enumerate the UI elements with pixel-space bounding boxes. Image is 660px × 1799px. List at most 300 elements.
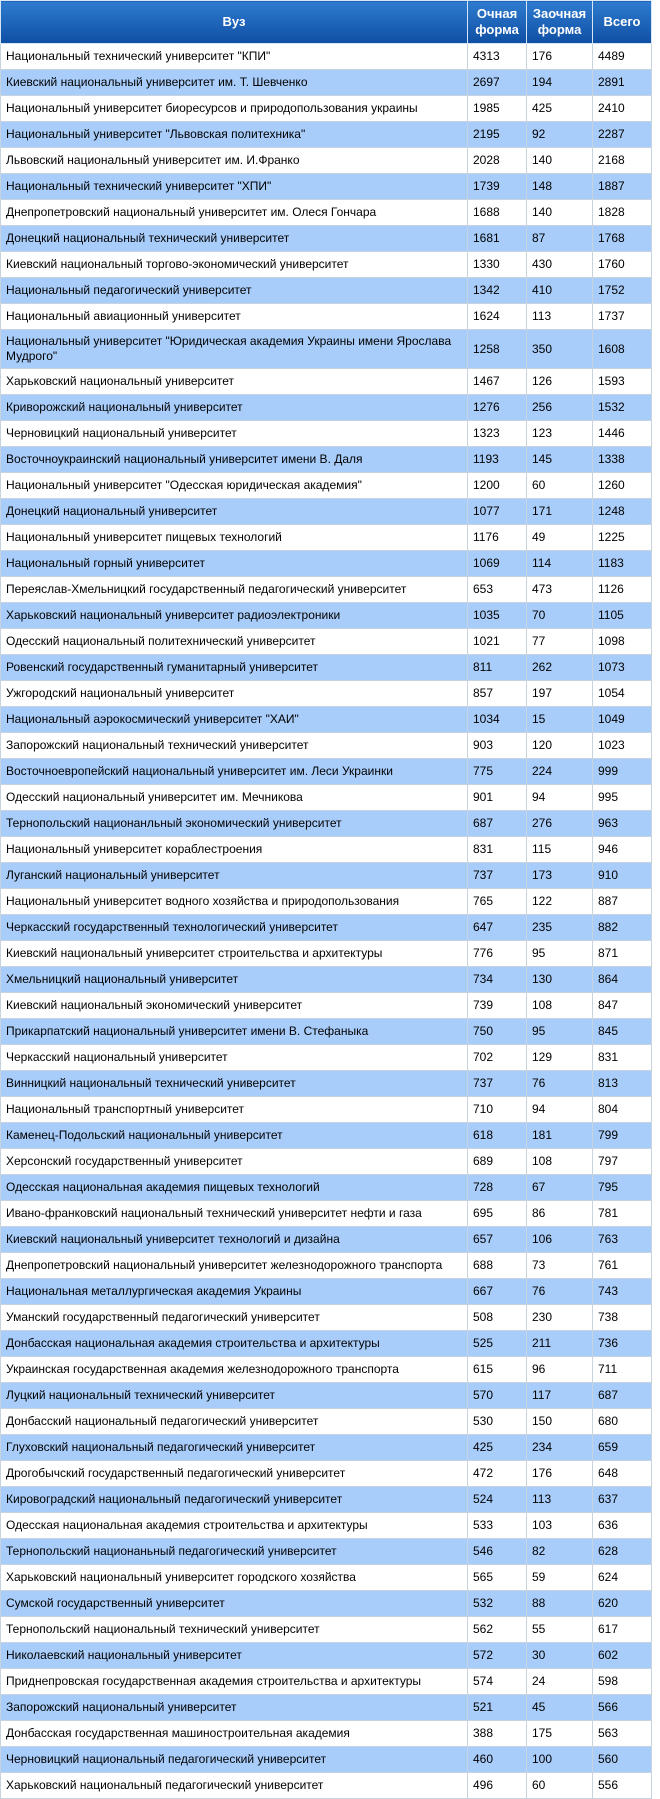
- full-time-cell: 1077: [468, 499, 527, 525]
- table-row: [1, 44, 652, 70]
- university-name-cell: Национальный авиационный университет: [1, 304, 468, 330]
- full-time-cell: 388: [468, 1721, 527, 1747]
- table-row: [1, 447, 652, 473]
- extramural-cell: 120: [527, 733, 593, 759]
- extramural-cell: 122: [527, 889, 593, 915]
- university-name-cell: Национальный университет пищевых технологий: [1, 525, 468, 551]
- extramural-cell: 224: [527, 759, 593, 785]
- table-row: [1, 1253, 652, 1279]
- extramural-cell: 60: [527, 1773, 593, 1799]
- university-name-cell: Луцкий национальный технический университет: [1, 1383, 468, 1409]
- full-time-cell: 901: [468, 785, 527, 811]
- extramural-cell: 430: [527, 252, 593, 278]
- university-name-cell: Запорожский национальный технический университет: [1, 733, 468, 759]
- full-time-cell: 695: [468, 1201, 527, 1227]
- university-name-cell: Национальный университет водного хозяйства и природопользования: [1, 889, 468, 915]
- full-time-cell: 657: [468, 1227, 527, 1253]
- full-time-cell: 2697: [468, 70, 527, 96]
- table-row: [1, 122, 652, 148]
- extramural-cell: 95: [527, 941, 593, 967]
- university-name-cell: Национальный педагогический университет: [1, 278, 468, 304]
- university-name-cell: Глуховский национальный педагогический университет: [1, 1435, 468, 1461]
- total-cell: 910: [593, 863, 652, 889]
- full-time-cell: 667: [468, 1279, 527, 1305]
- table-row: [1, 1019, 652, 1045]
- table-row: [1, 330, 652, 369]
- university-name-cell: Донецкий национальный университет: [1, 499, 468, 525]
- total-cell: 882: [593, 915, 652, 941]
- total-cell: 1183: [593, 551, 652, 577]
- university-name-cell: Донбасская национальная академия строительства и архитектуры: [1, 1331, 468, 1357]
- university-name-cell: Николаевский национальный университет: [1, 1643, 468, 1669]
- table-row: [1, 863, 652, 889]
- table-row: [1, 421, 652, 447]
- table-row: [1, 603, 652, 629]
- extramural-cell: 115: [527, 837, 593, 863]
- extramural-cell: 113: [527, 1487, 593, 1513]
- extramural-cell: 103: [527, 1513, 593, 1539]
- extramural-cell: 67: [527, 1175, 593, 1201]
- table-row: [1, 525, 652, 551]
- full-time-cell: 1258: [468, 330, 527, 369]
- extramural-cell: 100: [527, 1747, 593, 1773]
- total-cell: 963: [593, 811, 652, 837]
- extramural-cell: 175: [527, 1721, 593, 1747]
- total-cell: 1593: [593, 369, 652, 395]
- university-name-cell: Прикарпатский национальный университет имени В. Стефаныка: [1, 1019, 468, 1045]
- full-time-cell: 572: [468, 1643, 527, 1669]
- university-name-cell: Национальная металлургическая академия Украины: [1, 1279, 468, 1305]
- total-cell: 4489: [593, 44, 652, 70]
- full-time-cell: 1323: [468, 421, 527, 447]
- full-time-cell: 831: [468, 837, 527, 863]
- total-cell: 1828: [593, 200, 652, 226]
- extramural-cell: 87: [527, 226, 593, 252]
- full-time-cell: 562: [468, 1617, 527, 1643]
- total-cell: 1023: [593, 733, 652, 759]
- table-row: [1, 1383, 652, 1409]
- extramural-cell: 88: [527, 1591, 593, 1617]
- total-cell: 711: [593, 1357, 652, 1383]
- full-time-cell: 737: [468, 863, 527, 889]
- total-cell: 1049: [593, 707, 652, 733]
- table-row: [1, 1513, 652, 1539]
- full-time-cell: 775: [468, 759, 527, 785]
- table-row: [1, 148, 652, 174]
- table-row: [1, 96, 652, 122]
- full-time-cell: 1342: [468, 278, 527, 304]
- university-name-cell: Приднепровская государственная академия строительства и архитектуры: [1, 1669, 468, 1695]
- full-time-cell: 647: [468, 915, 527, 941]
- full-time-cell: 750: [468, 1019, 527, 1045]
- full-time-cell: 702: [468, 1045, 527, 1071]
- university-name-cell: Черкасский национальный университет: [1, 1045, 468, 1071]
- extramural-cell: 140: [527, 148, 593, 174]
- header-full-time: Очная форма: [468, 1, 527, 44]
- total-cell: 1225: [593, 525, 652, 551]
- full-time-cell: 1069: [468, 551, 527, 577]
- table-row: [1, 1123, 652, 1149]
- extramural-cell: 276: [527, 811, 593, 837]
- university-name-cell: Переяслав-Хмельницкий государственный педагогический университет: [1, 577, 468, 603]
- table-row: [1, 1643, 652, 1669]
- total-cell: 617: [593, 1617, 652, 1643]
- extramural-cell: 123: [527, 421, 593, 447]
- total-cell: 624: [593, 1565, 652, 1591]
- extramural-cell: 145: [527, 447, 593, 473]
- table-row: [1, 1149, 652, 1175]
- extramural-cell: 86: [527, 1201, 593, 1227]
- table-row: [1, 252, 652, 278]
- extramural-cell: 256: [527, 395, 593, 421]
- table-row: [1, 1097, 652, 1123]
- table-row: [1, 174, 652, 200]
- total-cell: 1737: [593, 304, 652, 330]
- extramural-cell: 117: [527, 1383, 593, 1409]
- total-cell: 804: [593, 1097, 652, 1123]
- total-cell: 887: [593, 889, 652, 915]
- table-row: [1, 785, 652, 811]
- total-cell: 1105: [593, 603, 652, 629]
- total-cell: 1260: [593, 473, 652, 499]
- total-cell: 999: [593, 759, 652, 785]
- table-row: [1, 1747, 652, 1773]
- university-name-cell: Винницкий национальный технический университет: [1, 1071, 468, 1097]
- total-cell: 2891: [593, 70, 652, 96]
- table-row: [1, 577, 652, 603]
- table-row: [1, 1435, 652, 1461]
- university-name-cell: Харьковский национальный педагогический университет: [1, 1773, 468, 1799]
- full-time-cell: 496: [468, 1773, 527, 1799]
- header-university: Вуз: [1, 1, 468, 44]
- total-cell: 761: [593, 1253, 652, 1279]
- university-name-cell: Дрогобычский государственный педагогический университет: [1, 1461, 468, 1487]
- extramural-cell: 235: [527, 915, 593, 941]
- full-time-cell: 1681: [468, 226, 527, 252]
- university-name-cell: Национальный университет "Львовская политехника": [1, 122, 468, 148]
- university-name-cell: Сумской государственный университет: [1, 1591, 468, 1617]
- full-time-cell: 2028: [468, 148, 527, 174]
- extramural-cell: 30: [527, 1643, 593, 1669]
- table-row: [1, 473, 652, 499]
- table-row: [1, 967, 652, 993]
- full-time-cell: 653: [468, 577, 527, 603]
- full-time-cell: 4313: [468, 44, 527, 70]
- full-time-cell: 1467: [468, 369, 527, 395]
- total-cell: 797: [593, 1149, 652, 1175]
- university-name-cell: Тернопольский национальный технический университет: [1, 1617, 468, 1643]
- table-row: [1, 1357, 652, 1383]
- total-cell: 847: [593, 993, 652, 1019]
- university-name-cell: Черкасский государственный технологический университет: [1, 915, 468, 941]
- table-body: [1, 44, 652, 1799]
- university-name-cell: Днепропетровский национальный университет железнодорожного транспорта: [1, 1253, 468, 1279]
- full-time-cell: 570: [468, 1383, 527, 1409]
- university-name-cell: Одесский национальный политехнический университет: [1, 629, 468, 655]
- extramural-cell: 60: [527, 473, 593, 499]
- total-cell: 1752: [593, 278, 652, 304]
- university-name-cell: Украинская государственная академия железнодорожного транспорта: [1, 1357, 468, 1383]
- full-time-cell: 811: [468, 655, 527, 681]
- total-cell: 1768: [593, 226, 652, 252]
- full-time-cell: 1200: [468, 473, 527, 499]
- table-row: [1, 1305, 652, 1331]
- full-time-cell: 1688: [468, 200, 527, 226]
- table-row: [1, 1591, 652, 1617]
- full-time-cell: 1624: [468, 304, 527, 330]
- full-time-cell: 765: [468, 889, 527, 915]
- total-cell: 620: [593, 1591, 652, 1617]
- extramural-cell: 176: [527, 44, 593, 70]
- full-time-cell: 546: [468, 1539, 527, 1565]
- extramural-cell: 96: [527, 1357, 593, 1383]
- extramural-cell: 176: [527, 1461, 593, 1487]
- total-cell: 845: [593, 1019, 652, 1045]
- extramural-cell: 94: [527, 785, 593, 811]
- full-time-cell: 1330: [468, 252, 527, 278]
- total-cell: 1887: [593, 174, 652, 200]
- table-row: [1, 369, 652, 395]
- extramural-cell: 95: [527, 1019, 593, 1045]
- university-name-cell: Львовский национальный университет им. И.Франко: [1, 148, 468, 174]
- full-time-cell: 776: [468, 941, 527, 967]
- extramural-cell: 76: [527, 1071, 593, 1097]
- table-row: [1, 1487, 652, 1513]
- total-cell: 738: [593, 1305, 652, 1331]
- full-time-cell: 532: [468, 1591, 527, 1617]
- university-name-cell: Черновицкий национальный университет: [1, 421, 468, 447]
- extramural-cell: 473: [527, 577, 593, 603]
- table-row: [1, 1669, 652, 1695]
- table-row: [1, 629, 652, 655]
- table-row: [1, 1279, 652, 1305]
- extramural-cell: 181: [527, 1123, 593, 1149]
- full-time-cell: 525: [468, 1331, 527, 1357]
- extramural-cell: 76: [527, 1279, 593, 1305]
- university-name-cell: Донбасская государственная машиностроительная академия: [1, 1721, 468, 1747]
- extramural-cell: 113: [527, 304, 593, 330]
- full-time-cell: 688: [468, 1253, 527, 1279]
- university-name-cell: Восточноевропейский национальный университет им. Леси Украинки: [1, 759, 468, 785]
- header-row: [1, 1, 652, 44]
- university-name-cell: Киевский национальный торгово-экономический университет: [1, 252, 468, 278]
- full-time-cell: 1739: [468, 174, 527, 200]
- extramural-cell: 171: [527, 499, 593, 525]
- full-time-cell: 1035: [468, 603, 527, 629]
- university-name-cell: Кировоградский национальный педагогический университет: [1, 1487, 468, 1513]
- university-name-cell: Одесская национальная академия строительства и архитектуры: [1, 1513, 468, 1539]
- extramural-cell: 82: [527, 1539, 593, 1565]
- full-time-cell: 533: [468, 1513, 527, 1539]
- university-name-cell: Национальный университет биоресурсов и природопользования украины: [1, 96, 468, 122]
- total-cell: 1054: [593, 681, 652, 707]
- extramural-cell: 150: [527, 1409, 593, 1435]
- extramural-cell: 262: [527, 655, 593, 681]
- total-cell: 946: [593, 837, 652, 863]
- table-row: [1, 759, 652, 785]
- full-time-cell: 857: [468, 681, 527, 707]
- extramural-cell: 197: [527, 681, 593, 707]
- table-row: [1, 915, 652, 941]
- total-cell: 995: [593, 785, 652, 811]
- extramural-cell: 106: [527, 1227, 593, 1253]
- total-cell: 2168: [593, 148, 652, 174]
- total-cell: 602: [593, 1643, 652, 1669]
- full-time-cell: 524: [468, 1487, 527, 1513]
- total-cell: 2410: [593, 96, 652, 122]
- university-name-cell: Тернопольский национаньный педагогический университет: [1, 1539, 468, 1565]
- total-cell: 1098: [593, 629, 652, 655]
- extramural-cell: 24: [527, 1669, 593, 1695]
- full-time-cell: 565: [468, 1565, 527, 1591]
- full-time-cell: 530: [468, 1409, 527, 1435]
- total-cell: 795: [593, 1175, 652, 1201]
- university-name-cell: Одесский национальный университет им. Мечникова: [1, 785, 468, 811]
- table-row: [1, 304, 652, 330]
- full-time-cell: 508: [468, 1305, 527, 1331]
- total-cell: 560: [593, 1747, 652, 1773]
- total-cell: 598: [593, 1669, 652, 1695]
- total-cell: 1338: [593, 447, 652, 473]
- university-name-cell: Донбасский национальный педагогический университет: [1, 1409, 468, 1435]
- total-cell: 659: [593, 1435, 652, 1461]
- total-cell: 736: [593, 1331, 652, 1357]
- university-name-cell: Восточноукраинский национальный университет имени В. Даля: [1, 447, 468, 473]
- total-cell: 1608: [593, 330, 652, 369]
- total-cell: 2287: [593, 122, 652, 148]
- university-name-cell: Национальный университет "Юридическая академия Украины имени Ярослава Мудрого": [1, 330, 468, 369]
- university-name-cell: Национальный транспортный университет: [1, 1097, 468, 1123]
- full-time-cell: 734: [468, 967, 527, 993]
- extramural-cell: 148: [527, 174, 593, 200]
- extramural-cell: 425: [527, 96, 593, 122]
- university-name-cell: Днепропетровский национальный университет им. Олеся Гончара: [1, 200, 468, 226]
- table-row: [1, 499, 652, 525]
- university-name-cell: Ужгородский национальный университет: [1, 681, 468, 707]
- full-time-cell: 615: [468, 1357, 527, 1383]
- table-row: [1, 889, 652, 915]
- table-row: [1, 395, 652, 421]
- header-extramural: Заочная форма: [527, 1, 593, 44]
- total-cell: 1248: [593, 499, 652, 525]
- university-name-cell: Криворожский национальный университет: [1, 395, 468, 421]
- table-row: [1, 1721, 652, 1747]
- table-row: [1, 993, 652, 1019]
- total-cell: 556: [593, 1773, 652, 1799]
- total-cell: 648: [593, 1461, 652, 1487]
- university-name-cell: Одесская национальная академия пищевых технологий: [1, 1175, 468, 1201]
- university-name-cell: Ивано-франковский национальный технический университет нефти и газа: [1, 1201, 468, 1227]
- total-cell: 687: [593, 1383, 652, 1409]
- full-time-cell: 710: [468, 1097, 527, 1123]
- table-row: [1, 200, 652, 226]
- extramural-cell: 49: [527, 525, 593, 551]
- total-cell: 831: [593, 1045, 652, 1071]
- university-name-cell: Тернопольский национанльный экономический университет: [1, 811, 468, 837]
- total-cell: 1760: [593, 252, 652, 278]
- table-row: [1, 681, 652, 707]
- full-time-cell: 2195: [468, 122, 527, 148]
- total-cell: 813: [593, 1071, 652, 1097]
- table-row: [1, 1773, 652, 1799]
- university-name-cell: Киевский национальный университет им. Т. Шевченко: [1, 70, 468, 96]
- extramural-cell: 230: [527, 1305, 593, 1331]
- extramural-cell: 211: [527, 1331, 593, 1357]
- university-name-cell: Донецкий национальный технический университет: [1, 226, 468, 252]
- table-row: [1, 1617, 652, 1643]
- full-time-cell: 618: [468, 1123, 527, 1149]
- extramural-cell: 126: [527, 369, 593, 395]
- university-name-cell: Национальный горный университет: [1, 551, 468, 577]
- total-cell: 566: [593, 1695, 652, 1721]
- table-row: [1, 941, 652, 967]
- extramural-cell: 55: [527, 1617, 593, 1643]
- extramural-cell: 108: [527, 1149, 593, 1175]
- full-time-cell: 1985: [468, 96, 527, 122]
- extramural-cell: 15: [527, 707, 593, 733]
- extramural-cell: 73: [527, 1253, 593, 1279]
- extramural-cell: 410: [527, 278, 593, 304]
- full-time-cell: 1276: [468, 395, 527, 421]
- extramural-cell: 350: [527, 330, 593, 369]
- table-row: [1, 837, 652, 863]
- full-time-cell: 737: [468, 1071, 527, 1097]
- table-row: [1, 1565, 652, 1591]
- total-cell: 743: [593, 1279, 652, 1305]
- table-row: [1, 1045, 652, 1071]
- extramural-cell: 130: [527, 967, 593, 993]
- extramural-cell: 70: [527, 603, 593, 629]
- university-name-cell: Черновицкий национальный педагогический университет: [1, 1747, 468, 1773]
- table-row: [1, 811, 652, 837]
- extramural-cell: 114: [527, 551, 593, 577]
- extramural-cell: 140: [527, 200, 593, 226]
- extramural-cell: 94: [527, 1097, 593, 1123]
- table-row: [1, 551, 652, 577]
- total-cell: 1446: [593, 421, 652, 447]
- full-time-cell: 1193: [468, 447, 527, 473]
- university-name-cell: Каменец-Подольский национальный университет: [1, 1123, 468, 1149]
- extramural-cell: 129: [527, 1045, 593, 1071]
- university-name-cell: Херсонский государственный университет: [1, 1149, 468, 1175]
- total-cell: 1126: [593, 577, 652, 603]
- total-cell: 680: [593, 1409, 652, 1435]
- table-row: [1, 1071, 652, 1097]
- full-time-cell: 1176: [468, 525, 527, 551]
- table-row: [1, 655, 652, 681]
- total-cell: 637: [593, 1487, 652, 1513]
- table-row: [1, 1539, 652, 1565]
- table-row: [1, 278, 652, 304]
- total-cell: 864: [593, 967, 652, 993]
- full-time-cell: 1034: [468, 707, 527, 733]
- table-row: [1, 1409, 652, 1435]
- extramural-cell: 92: [527, 122, 593, 148]
- full-time-cell: 425: [468, 1435, 527, 1461]
- total-cell: 871: [593, 941, 652, 967]
- table-row: [1, 1695, 652, 1721]
- total-cell: 799: [593, 1123, 652, 1149]
- full-time-cell: 687: [468, 811, 527, 837]
- total-cell: 1532: [593, 395, 652, 421]
- full-time-cell: 574: [468, 1669, 527, 1695]
- university-name-cell: Киевский национальный университет технологий и дизайна: [1, 1227, 468, 1253]
- university-name-cell: Харьковский национальный университет городского хозяйства: [1, 1565, 468, 1591]
- table-row: [1, 1331, 652, 1357]
- university-name-cell: Ровенский государственный гуманитарный университет: [1, 655, 468, 681]
- table-row: [1, 1175, 652, 1201]
- university-name-cell: Харьковский национальный университет радиоэлектроники: [1, 603, 468, 629]
